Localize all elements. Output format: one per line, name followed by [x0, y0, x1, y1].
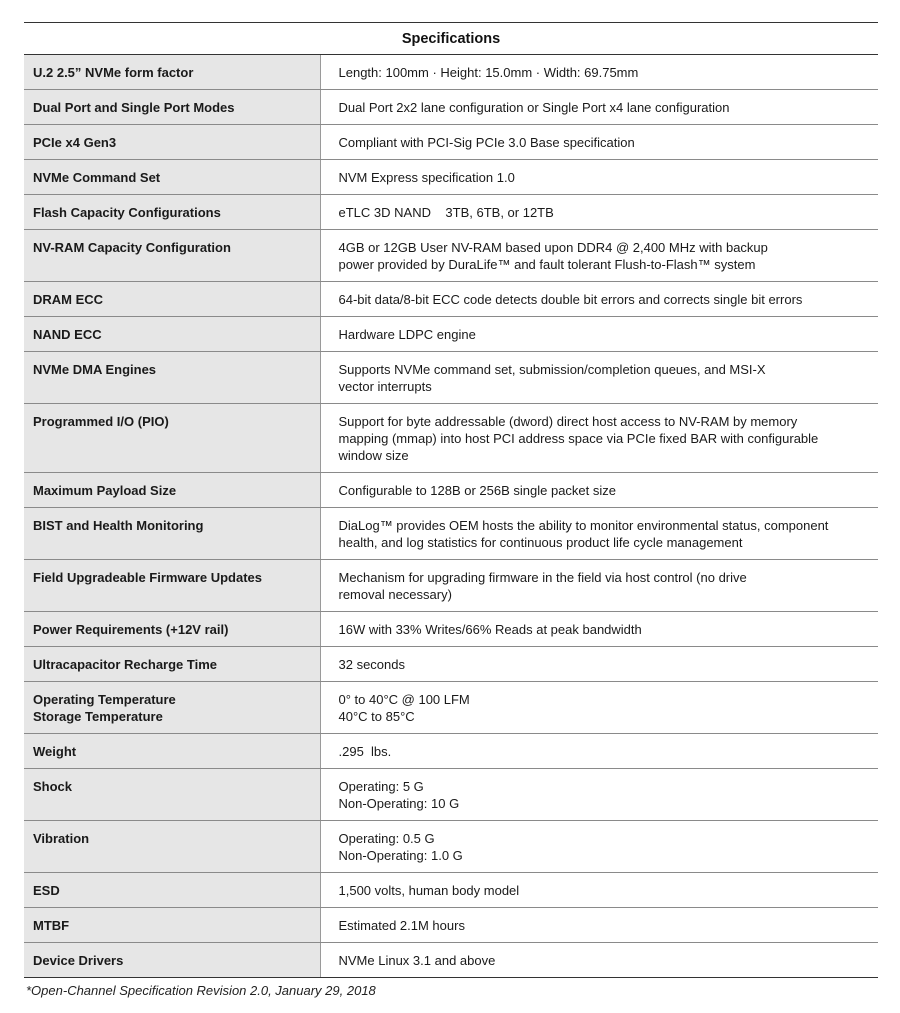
table-row — [24, 873, 878, 908]
spec-label-cell — [24, 682, 320, 734]
spec-label: NVMe Command Set — [33, 170, 161, 185]
spec-value-cell — [320, 125, 878, 160]
spec-value: removal necessary) — [338, 587, 452, 602]
spec-label: PCIe x4 Gen3 — [33, 135, 117, 150]
spec-value-cell — [320, 404, 878, 473]
spec-value: Length: 100mm · Height: 15.0mm · Width: 69.75mm — [338, 65, 639, 80]
spec-value: .295 lbs. — [338, 744, 392, 759]
spec-label: Flash Capacity Configurations — [33, 205, 221, 220]
table-row — [24, 90, 878, 125]
spec-label-cell — [24, 195, 320, 230]
spec-label-cell — [24, 612, 320, 647]
spec-value: Configurable to 128B or 256B single packet size — [338, 483, 617, 498]
spec-label-cell — [24, 908, 320, 943]
spec-value-cell — [320, 612, 878, 647]
spec-label-cell — [24, 560, 320, 612]
spec-value-cell — [320, 90, 878, 125]
spec-value-cell — [320, 317, 878, 352]
spec-label: Ultracapacitor Recharge Time — [33, 657, 217, 672]
spec-value: power provided by DuraLife™ and fault tolerant Flush-to-Flash™ system — [338, 257, 756, 272]
spec-value: Estimated 2.1M hours — [338, 918, 465, 933]
spec-value: NVMe Linux 3.1 and above — [338, 953, 496, 968]
spec-value: Non-Operating: 1.0 G — [338, 848, 463, 863]
spec-label-cell — [24, 647, 320, 682]
spec-value: NVM Express specification 1.0 — [338, 170, 515, 185]
spec-value: 4GB or 12GB User NV-RAM based upon DDR4 @ 2,400 MHz with backup — [338, 240, 768, 255]
spec-label: MTBF — [33, 918, 70, 933]
table-row — [24, 612, 878, 647]
table-row — [24, 769, 878, 821]
spec-value-cell — [320, 560, 878, 612]
table-row — [24, 404, 878, 473]
spec-label: Storage Temperature — [33, 709, 163, 724]
spec-value: Compliant with PCI-Sig PCIe 3.0 Base specification — [338, 135, 635, 150]
spec-label-cell — [24, 943, 320, 978]
spec-value: eTLC 3D NAND 3TB, 6TB, or 12TB — [338, 205, 554, 220]
table-row — [24, 821, 878, 873]
table-row — [24, 125, 878, 160]
spec-label: Power Requirements (+12V rail) — [33, 622, 229, 637]
spec-value: 1,500 volts, human body model — [338, 883, 520, 898]
spec-label: Device Drivers — [33, 953, 124, 968]
spec-value-cell — [320, 508, 878, 560]
spec-label: Vibration — [33, 831, 90, 846]
spec-value-cell — [320, 769, 878, 821]
spec-value-cell — [320, 160, 878, 195]
spec-label: Programmed I/O (PIO) — [33, 414, 169, 429]
spec-value: 16W with 33% Writes/66% Reads at peak bandwidth — [338, 622, 642, 637]
spec-label-cell — [24, 317, 320, 352]
spec-label-cell — [24, 352, 320, 404]
spec-value: 64-bit data/8-bit ECC code detects double bit errors and corrects single bit errors — [338, 292, 803, 307]
spec-value-cell — [320, 282, 878, 317]
spec-value: Operating: 5 G — [338, 779, 424, 794]
spec-value: Supports NVMe command set, submission/completion queues, and MSI-X — [338, 362, 766, 377]
spec-label-cell — [24, 125, 320, 160]
spec-value: 40°C to 85°C — [338, 709, 415, 724]
table-row — [24, 230, 878, 282]
spec-label: ESD — [33, 883, 60, 898]
spec-label: NVMe DMA Engines — [33, 362, 157, 377]
spec-value-cell — [320, 473, 878, 508]
spec-label: Maximum Payload Size — [33, 483, 177, 498]
spec-label-cell — [24, 769, 320, 821]
table-row — [24, 560, 878, 612]
table-row — [24, 55, 878, 90]
spec-value: mapping (mmap) into host PCI address space via PCIe fixed BAR with configurable — [338, 431, 819, 446]
table-row — [24, 473, 878, 508]
spec-label: BIST and Health Monitoring — [33, 518, 204, 533]
table-row — [24, 352, 878, 404]
table-row — [24, 734, 878, 769]
spec-label-cell — [24, 873, 320, 908]
spec-label: Weight — [33, 744, 77, 759]
table-row — [24, 282, 878, 317]
spec-label-cell — [24, 160, 320, 195]
spec-label-cell — [24, 282, 320, 317]
spec-label-cell — [24, 55, 320, 90]
spec-value: Dual Port 2x2 lane configuration or Single Port x4 lane configuration — [338, 100, 730, 115]
spec-label-cell — [24, 230, 320, 282]
table-row — [24, 317, 878, 352]
spec-label-cell — [24, 404, 320, 473]
spec-table — [24, 22, 878, 978]
table-body — [24, 55, 878, 978]
spec-value: DiaLog™ provides OEM hosts the ability to monitor environmental status, component — [338, 518, 829, 533]
spec-value: Non-Operating: 10 G — [338, 796, 460, 811]
spec-value: health, and log statistics for continuous product life cycle management — [338, 535, 743, 550]
spec-label-cell — [24, 90, 320, 125]
spec-value: 32 seconds — [338, 657, 405, 672]
spec-value-cell — [320, 55, 878, 90]
table-row — [24, 647, 878, 682]
spec-label: U.2 2.5” NVMe form factor — [33, 65, 194, 80]
spec-value-cell — [320, 821, 878, 873]
spec-label-cell — [24, 821, 320, 873]
spec-label-cell — [24, 734, 320, 769]
spec-label: Shock — [33, 779, 73, 794]
spec-label: Dual Port and Single Port Modes — [33, 100, 235, 115]
spec-value-cell — [320, 682, 878, 734]
spec-value: Support for byte addressable (dword) direct host access to NV-RAM by memory — [338, 414, 798, 429]
table-row — [24, 908, 878, 943]
spec-value-cell — [320, 230, 878, 282]
spec-value-cell — [320, 943, 878, 978]
spec-label: Operating Temperature — [33, 692, 176, 707]
spec-label: NAND ECC — [33, 327, 102, 342]
table-header-row — [24, 23, 878, 55]
spec-value-cell — [320, 873, 878, 908]
spec-value-cell — [320, 734, 878, 769]
table-row — [24, 160, 878, 195]
footnote: *Open-Channel Specification Revision 2.0, January 29, 2018 — [26, 983, 376, 998]
spec-value: 0° to 40°C @ 100 LFM — [338, 692, 470, 707]
spec-value: vector interrupts — [338, 379, 432, 394]
table-row — [24, 943, 878, 978]
spec-value-cell — [320, 908, 878, 943]
spec-value: Operating: 0.5 G — [338, 831, 435, 846]
spec-label: DRAM ECC — [33, 292, 104, 307]
table-title: Specifications — [24, 23, 878, 55]
spec-value-cell — [320, 647, 878, 682]
spec-value: Mechanism for upgrading firmware in the field via host control (no drive — [338, 570, 747, 585]
spec-label-cell — [24, 508, 320, 560]
spec-value: Hardware LDPC engine — [338, 327, 476, 342]
table-row — [24, 508, 878, 560]
table-row — [24, 195, 878, 230]
spec-label-cell — [24, 473, 320, 508]
spec-value-cell — [320, 195, 878, 230]
spec-label: NV-RAM Capacity Configuration — [33, 240, 231, 255]
spec-value: window size — [338, 448, 409, 463]
spec-label: Field Upgradeable Firmware Updates — [33, 570, 263, 585]
table-row — [24, 682, 878, 734]
spec-value-cell — [320, 352, 878, 404]
